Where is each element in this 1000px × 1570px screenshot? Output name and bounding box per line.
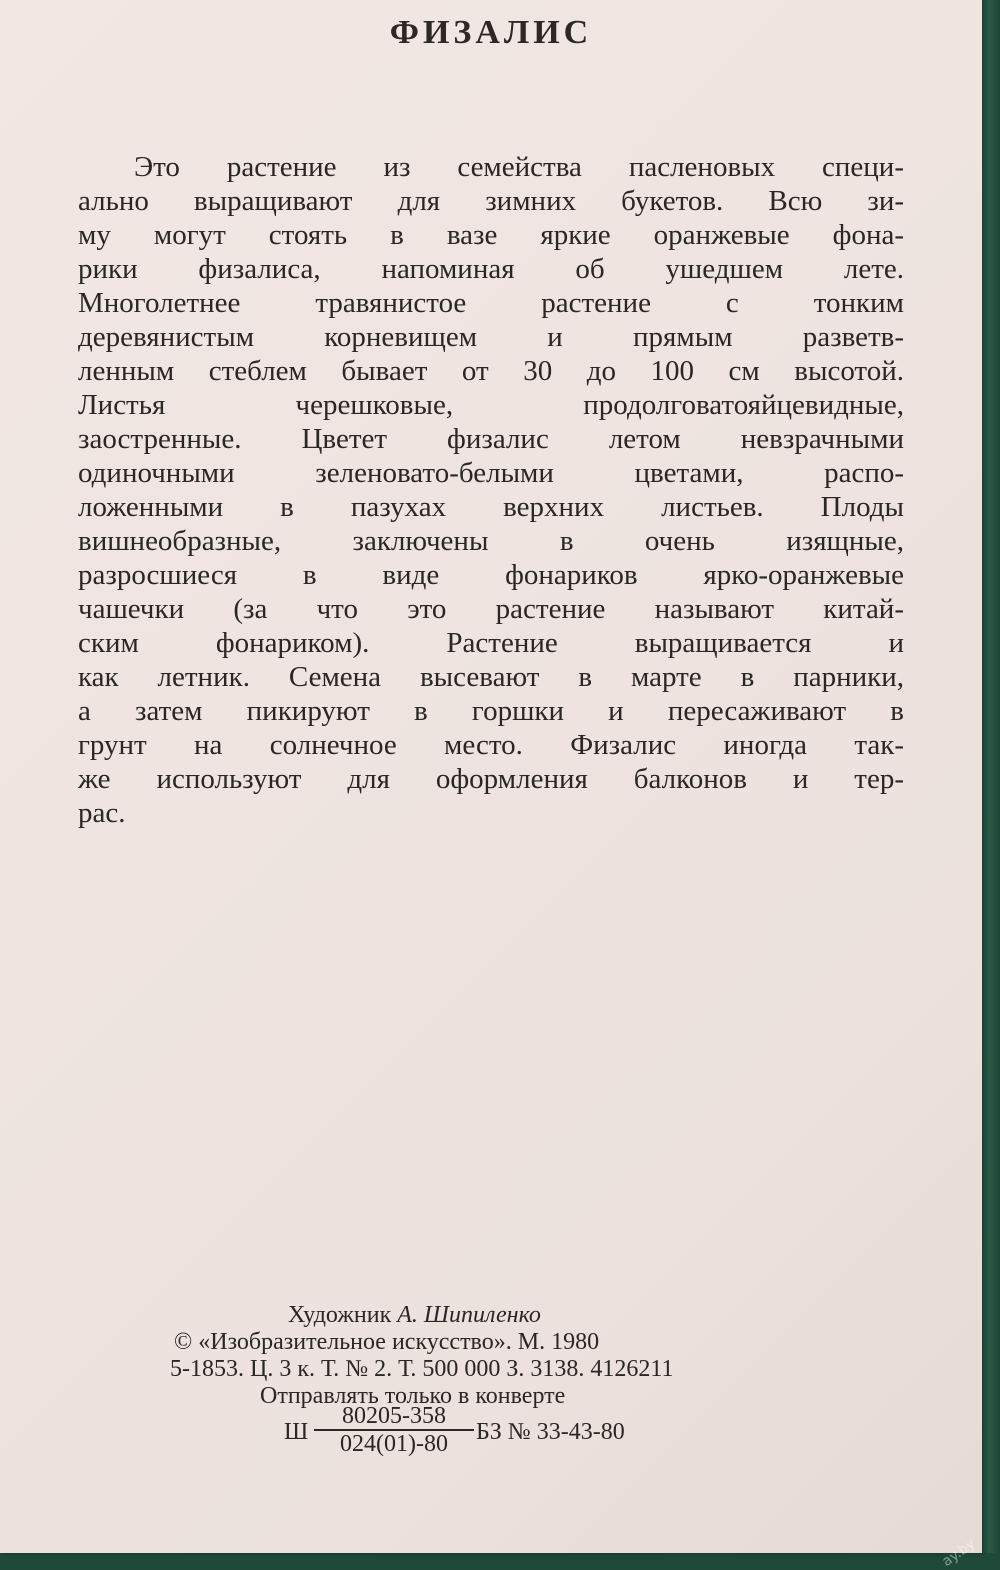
code-denominator: 024(01)-80 [340,1431,448,1457]
text-line: Это растение из семейства пасленовых специ- [134,151,904,183]
artist-credit [170,1302,850,1329]
text-line: чашечки (за что это растение называют китай- [78,593,904,625]
description-text [78,150,904,830]
code-numerator: 80205-358 [342,1403,446,1429]
text-line: же используют для оформления балконов и тер- [78,763,904,795]
text-line: ложенными в пазухах верхних листьев. Плоды [78,491,904,523]
text-line: му могут стоять в вазе яркие оранжевые фона- [78,219,904,251]
text-line: деревянистым корневищем и прямым разветв- [78,321,904,353]
bz-code: БЗ № 33-43-80 [476,1419,625,1445]
artist-name: А. Шипиленко [397,1302,541,1328]
text-line: а затем пикируют в горшки и пересаживают в [78,695,904,727]
send-note: Отправлять только в конверте [260,1383,566,1409]
code-prefix: Ш [284,1419,309,1445]
copyright-line: © «Изобразительное искусство». М. 1980 [174,1329,600,1355]
text-line: рас. [78,797,126,829]
text-line: Листья черешковые, продолговатояйцевидные, [78,389,904,421]
text-line: разросшиеся в виде фонариков ярко-оранжевые [78,559,904,591]
text-line: ленным стеблем бывает от 30 до 100 см высотой. [78,355,904,387]
text-line: Многолетнее травянистое растение с тонким [78,287,904,319]
page-title: ФИЗАЛИС [389,14,593,51]
text-line: рики физалиса, напоминая об ушедшем лете. [78,253,904,285]
text-line: ально выращивают для зимних букетов. Всю зи- [78,185,904,217]
text-line: грунт на солнечное место. Физалис иногда так- [78,729,904,761]
background-edge [982,0,1000,1553]
text-line: ским фонариком). Растение выращивается и [78,627,904,659]
artist-label: Художник [288,1302,392,1328]
text-line: одиночными зеленовато-белыми цветами, распо- [78,457,904,489]
print-info-line: 5-1853. Ц. 3 к. Т. № 2. Т. 500 000 З. 3138. 4126211 [170,1356,674,1382]
watermark: ay.by [938,1535,978,1570]
text-line: заостренные. Цветет физалис летом невзрачными [78,423,904,455]
text-line: вишнеобразные, заключены в очень изящные, [78,525,904,557]
code-fraction [314,1403,474,1457]
text-line: как летник. Семена высевают в марте в парники, [78,661,904,693]
imprint-block [170,1302,850,1410]
